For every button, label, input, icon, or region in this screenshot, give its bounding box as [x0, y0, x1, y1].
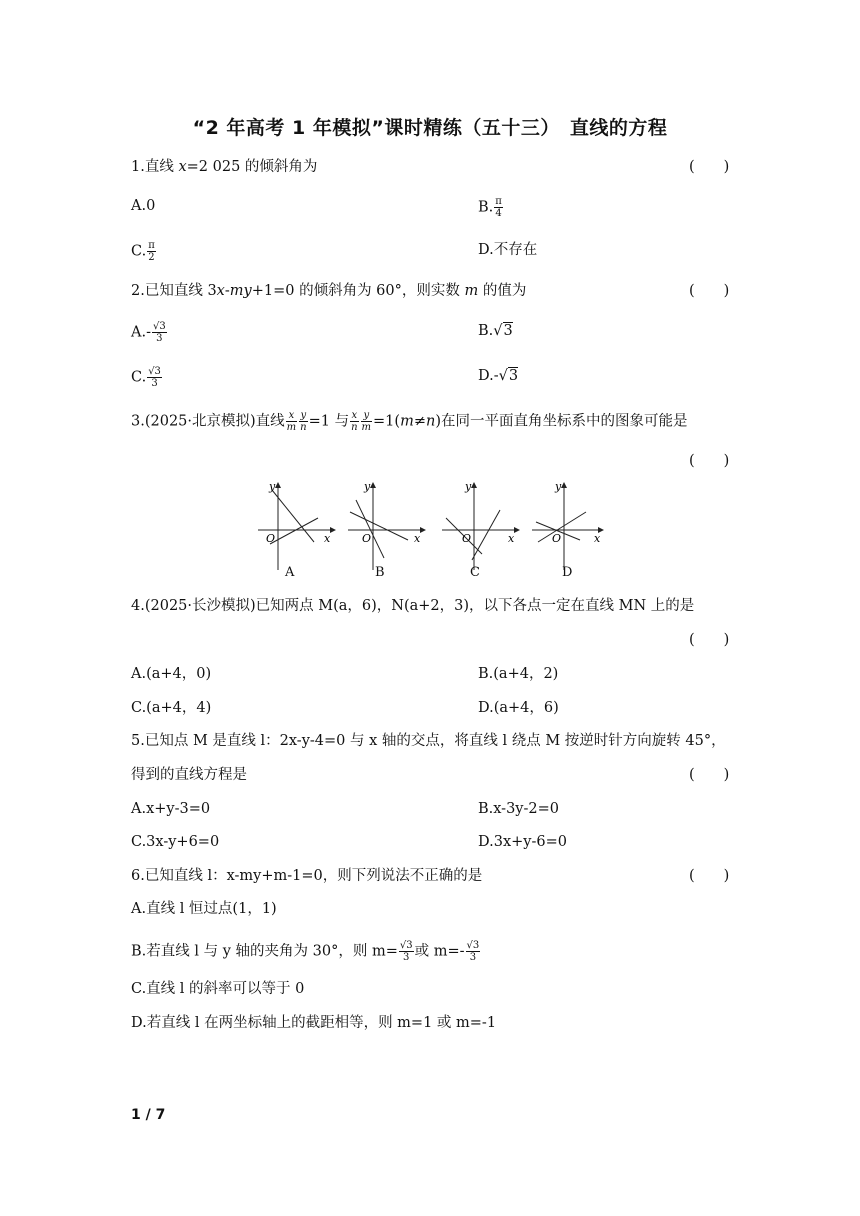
q1-option-a: A.0: [131, 198, 156, 214]
q2-option-d: D.-√3: [478, 368, 519, 384]
figure-b: [348, 480, 426, 570]
question-1-stem: 1.直线 x=2 025 的倾斜角为: [131, 159, 318, 175]
answer-bracket-3: ( ): [689, 453, 730, 469]
q6-option-a: A.直线 l 恒过点(1，1): [131, 901, 277, 917]
page-number: 1 / 7: [131, 1107, 166, 1123]
q1-option-b: B. $\frac{\pi}{4}$: [478, 196, 502, 219]
q4-option-a: A.(a+4，0): [131, 666, 212, 682]
q4-option-b: B.(a+4，2): [478, 666, 559, 682]
q2-option-c: C. $\frac{√3}{3}$: [131, 366, 161, 389]
q6-option-d: D.若直线 l 在两坐标轴上的截距相等，则 m=1 或 m=-1: [131, 1015, 497, 1031]
page-title: “2 年高考 1 年模拟”课时精练（五十三） 直线的方程: [192, 117, 668, 139]
fig-c-y-axis-label: y: [465, 480, 472, 493]
figure-d: [532, 480, 604, 570]
fig-c-x-axis-label: x: [508, 532, 515, 545]
fig-label-c: C: [470, 565, 480, 580]
question-3-stem: 3.(2025·北京模拟)直线 $\frac{x}{m}$ $\frac{y}{n}$ =1 与 $\frac{x}{n}$ $\frac{y}{m}$ =1(m≠n)在同一平面直角坐标系中的图象可能是: [131, 410, 688, 433]
q5-option-d: D.3x+y-6=0: [478, 834, 567, 850]
figure-c: [442, 480, 520, 570]
figure-a: [258, 480, 336, 570]
fig-a-origin-label: O: [266, 532, 276, 545]
fig-a-y-axis-label: y: [269, 480, 276, 493]
fig-label-a: A: [285, 565, 295, 580]
answer-bracket-1: ( ): [689, 159, 730, 175]
answer-bracket-6: ( ): [689, 868, 730, 884]
question-5-stem-line2: 得到的直线方程是: [131, 767, 247, 783]
q2-option-b: B.√3: [478, 323, 513, 339]
question-4-stem: 4.(2025·长沙模拟)已知两点 M(a，6)，N(a+2，3)，以下各点一定在直线 MN 上的是: [131, 598, 695, 614]
fig-d-y-axis-label: y: [555, 480, 562, 493]
q5-option-b: B.x-3y-2=0: [478, 801, 560, 817]
question-6-stem: 6.已知直线 l：x-my+m-1=0，则下列说法不正确的是: [131, 868, 483, 884]
q6-option-b: B.若直线 l 与 y 轴的夹角为 30°，则 m= $\frac{√3}{3}$ 或 m=- $\frac{√3}{3}$: [131, 940, 480, 963]
q5-option-c: C.3x-y+6=0: [131, 834, 220, 850]
q5-option-a: A.x+y-3=0: [131, 801, 211, 817]
fig-b-origin-label: O: [362, 532, 372, 545]
fig-d-origin-label: O: [552, 532, 562, 545]
fig-d-x-axis-label: x: [594, 532, 601, 545]
q1-option-d: D.不存在: [478, 242, 538, 258]
answer-bracket-5: ( ): [689, 767, 730, 783]
q3-figures: [250, 480, 610, 585]
answer-bracket-2: ( ): [689, 283, 730, 299]
fig-b-y-axis-label: y: [364, 480, 371, 493]
answer-bracket-4: ( ): [689, 632, 730, 648]
q1-option-c: C. $\frac{\pi}{2}$: [131, 240, 155, 263]
fig-c-origin-label: O: [462, 532, 472, 545]
q6-option-c: C.直线 l 的斜率可以等于 0: [131, 981, 305, 997]
fig-label-b: B: [375, 565, 385, 580]
fig-label-d: D: [562, 565, 573, 580]
q2-option-a: A.- $\frac{√3}{3}$: [131, 321, 166, 344]
fig-a-x-axis-label: x: [324, 532, 331, 545]
question-5-stem-line1: 5.已知点 M 是直线 l：2x-y-4=0 与 x 轴的交点，将直线 l 绕点 M 按逆时针方向旋转 45°，: [131, 733, 726, 749]
fig-b-x-axis-label: x: [414, 532, 421, 545]
q4-option-d: D.(a+4，6): [478, 700, 559, 716]
question-2-stem: 2.已知直线 3x-my+1=0 的倾斜角为 60°，则实数 m 的值为: [131, 283, 527, 299]
q4-option-c: C.(a+4，4): [131, 700, 212, 716]
